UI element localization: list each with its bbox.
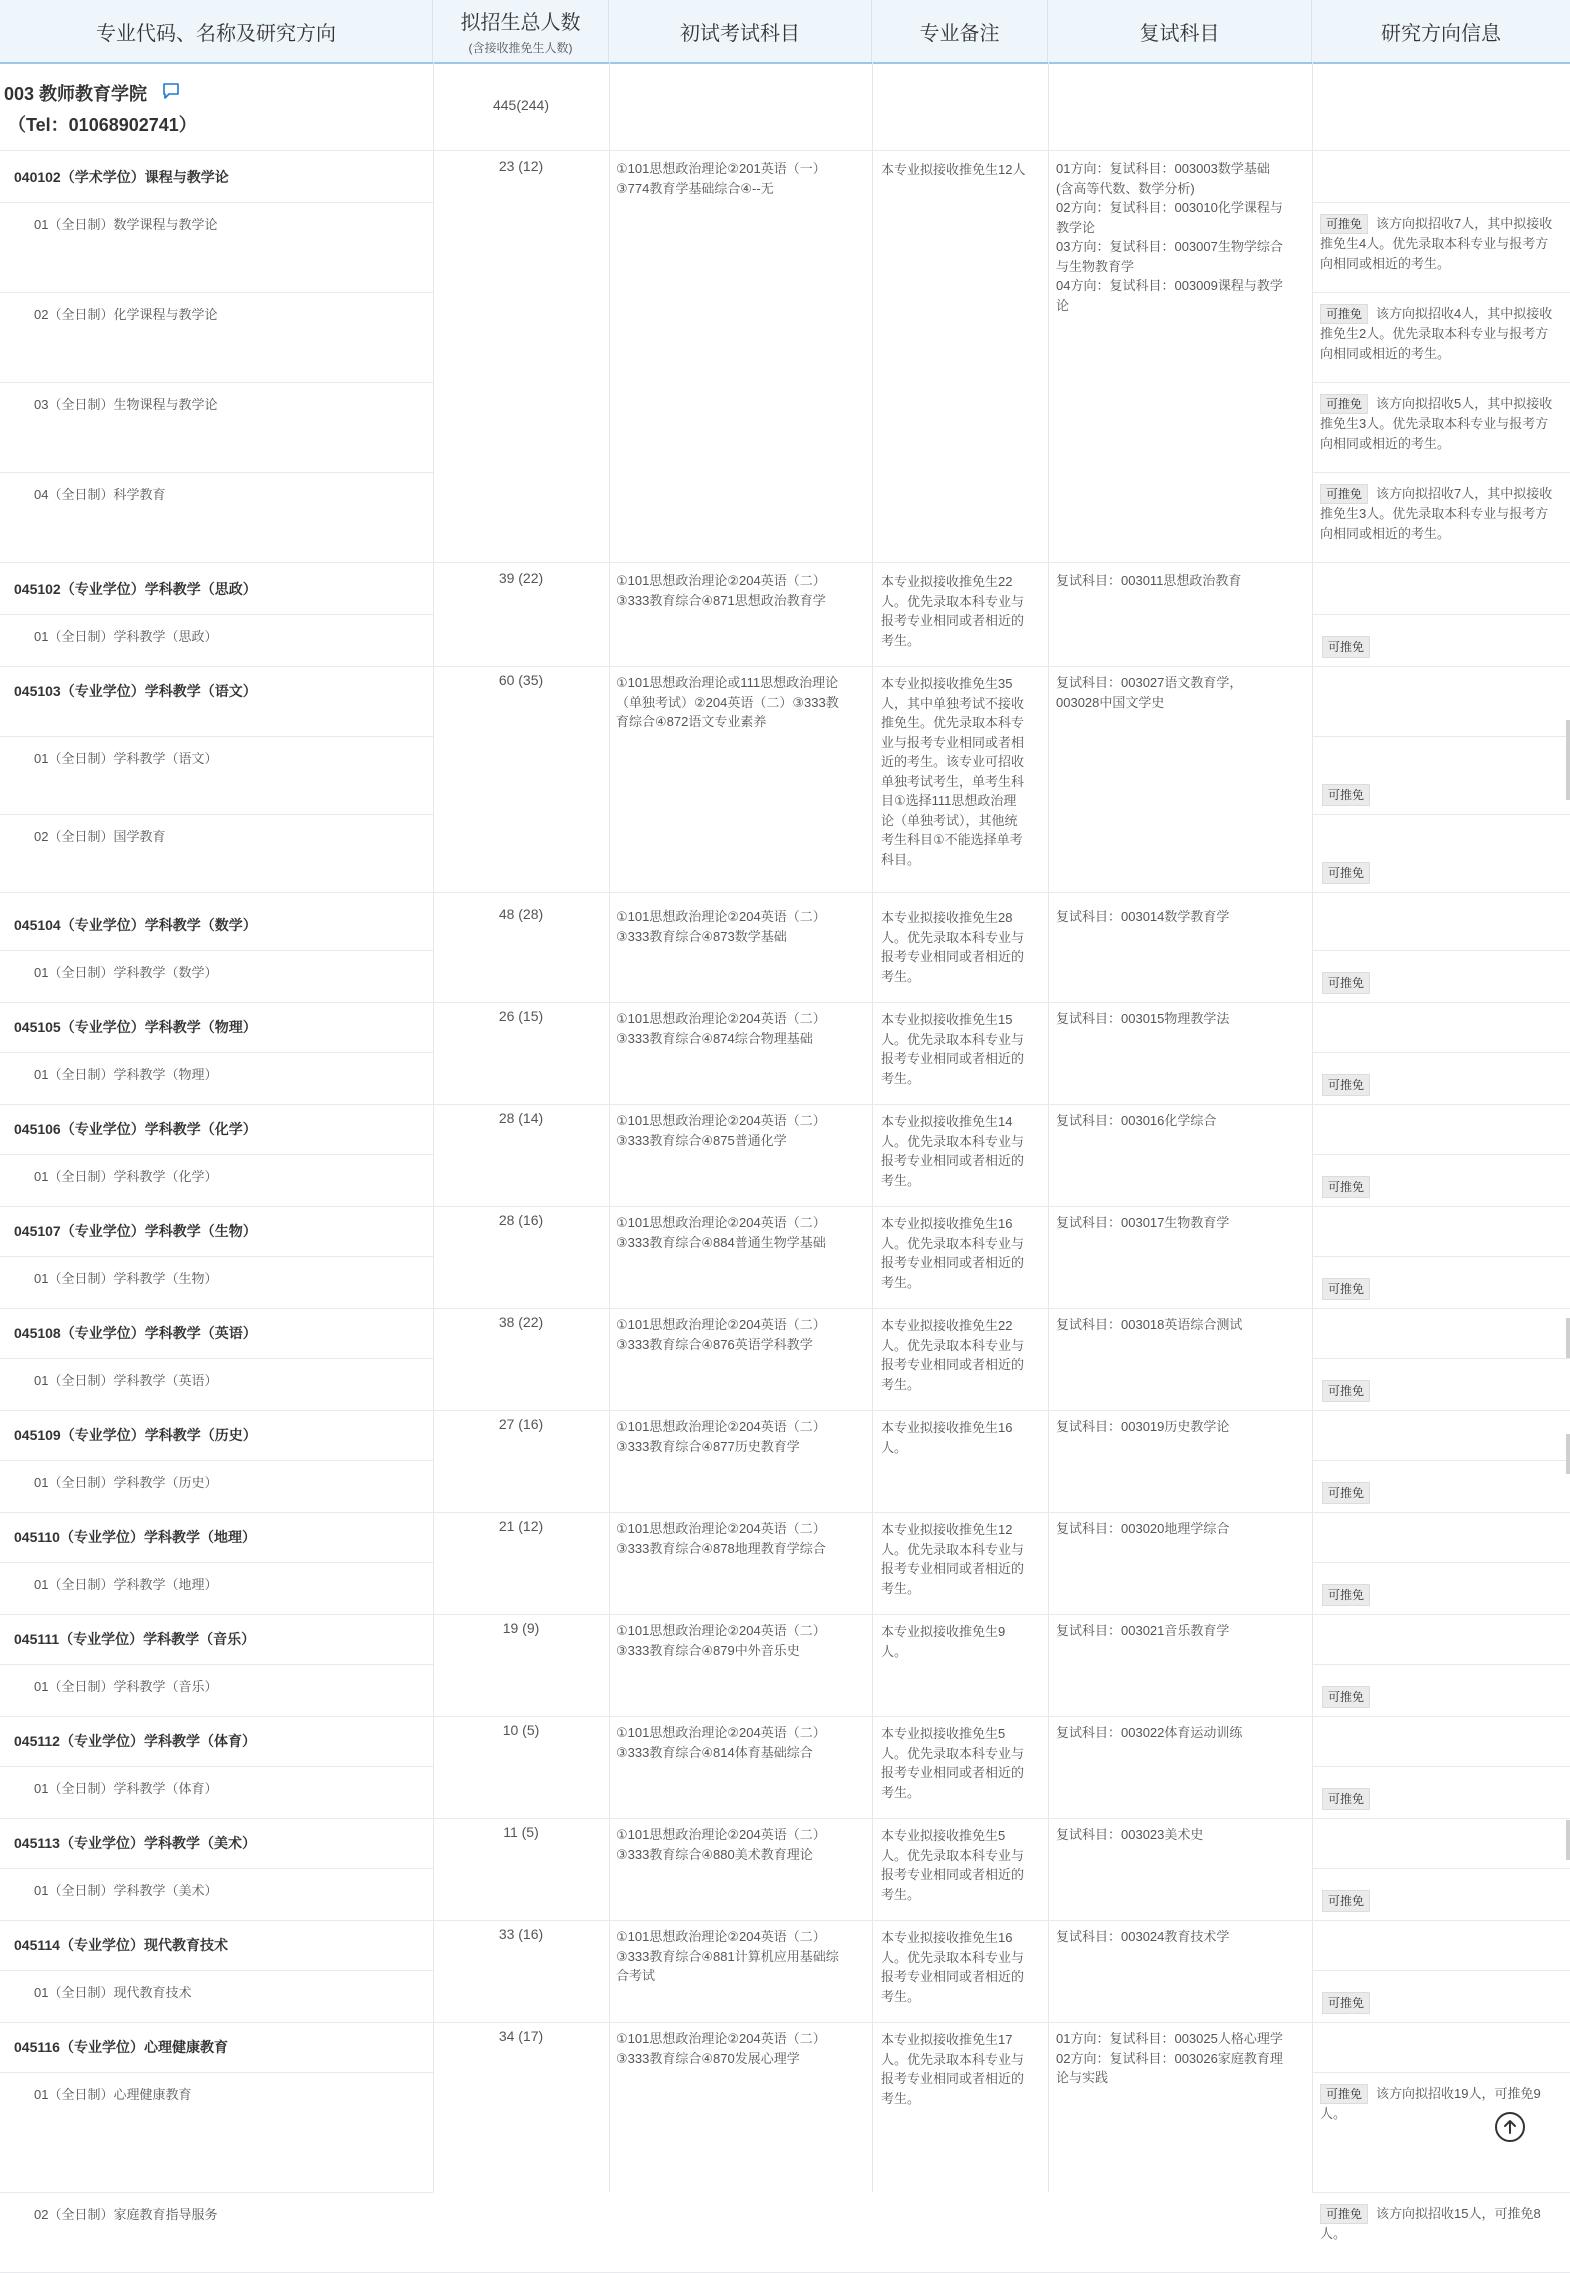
retest-subjects: 003028中国文学史 — [1056, 694, 1165, 710]
exam-subjects: ③333教育综合④879中外音乐史 — [616, 1642, 800, 1658]
direction-name: 01（全日制）学科教学（体育） — [34, 1781, 218, 1796]
major-note: 单独考试考生，单考生科 — [881, 773, 1025, 789]
recommend-exempt-badge: 可推免 — [1322, 1686, 1370, 1708]
direction-name: 02（全日制）家庭教育指导服务 — [34, 2207, 218, 2222]
row-divider — [0, 150, 1570, 151]
major-name: 045113（专业学位）学科教学（美术） — [14, 1835, 256, 1851]
direction-info-text: 向相同或相近的考生。 — [1320, 436, 1451, 451]
major-note: 考生。 — [881, 1580, 921, 1596]
recommend-exempt-badge: 可推免 — [1320, 484, 1368, 504]
recommend-exempt-badge: 可推免 — [1322, 1482, 1370, 1504]
header-note: 专业备注 — [872, 0, 1048, 62]
recommend-exempt-badge: 可推免 — [1322, 972, 1370, 994]
row-divider — [1312, 1358, 1570, 1359]
major-count: 33 (16) — [498, 1926, 544, 1942]
major-note: 人。 — [881, 1439, 908, 1455]
row-divider — [0, 472, 433, 473]
major-note: 考生。 — [881, 632, 921, 648]
major-name: 045107（专业学位）学科教学（生物） — [14, 1223, 257, 1239]
row-divider — [0, 1766, 433, 1767]
exam-subjects: 育综合④872语文专业素养 — [616, 714, 767, 729]
row-divider — [0, 1052, 433, 1053]
retest-subjects: 02方向：复试科目：003010化学课程与 — [1056, 200, 1283, 215]
direction-info-text: 人。 — [1320, 2226, 1347, 2241]
scrollbar-fragment — [1566, 760, 1570, 800]
major-count: 38 (22) — [498, 1314, 544, 1330]
direction-name: 01（全日制）学科教学（美术） — [34, 1883, 218, 1898]
row-divider — [0, 1206, 1570, 1207]
recommend-exempt-badge: 可推免 — [1322, 636, 1370, 658]
direction-info-text: 推免生3人。优先录取本科专业与报考方 — [1320, 506, 1549, 521]
direction-info — [1320, 2204, 1570, 2244]
retest-subjects: 复试科目：003027语文教育学， — [1056, 675, 1243, 690]
major-count: 39 (22) — [498, 570, 544, 586]
recommend-exempt-badge: 可推免 — [1320, 394, 1368, 414]
row-divider — [0, 1256, 433, 1257]
direction-info-text: 该方向拟招收4人，其中拟接收 — [1376, 306, 1553, 321]
header-exam: 初试考试科目 — [609, 0, 872, 62]
exam-subjects: ①101思想政治理论②204英语（二） — [616, 573, 826, 588]
major-note: 本专业拟接收推免生14 — [881, 1114, 1013, 1129]
message-icon[interactable] — [162, 82, 180, 100]
major-name: 045102（专业学位）学科教学（思政） — [14, 581, 257, 597]
major-note: 报考专业相同或者相近的 — [881, 1051, 1025, 1066]
recommend-exempt-badge: 可推免 — [1320, 2084, 1368, 2104]
retest-subjects: 与生物教育学 — [1056, 258, 1135, 274]
recommend-exempt-badge: 可推免 — [1320, 2204, 1368, 2224]
row-divider — [0, 1154, 433, 1155]
row-divider — [1312, 1460, 1570, 1461]
direction-name: 01（全日制）现代教育技术 — [34, 1985, 192, 2000]
major-note: 考生。 — [881, 2090, 921, 2106]
retest-subjects: 复试科目：003020地理学综合 — [1056, 1521, 1230, 1536]
major-note: 考生。 — [881, 1376, 921, 1392]
major-name: 045108（专业学位）学科教学（英语） — [14, 1325, 257, 1341]
major-note: 人。 — [881, 1643, 908, 1659]
column-divider — [609, 62, 610, 2192]
row-divider — [1312, 2192, 1570, 2193]
row-divider — [1312, 614, 1570, 615]
major-note: 科目。 — [881, 851, 921, 867]
exam-subjects: ③333教育综合④871思想政治教育学 — [616, 592, 826, 608]
row-divider — [1312, 736, 1570, 737]
major-name: 045103（专业学位）学科教学（语文） — [14, 683, 257, 699]
retest-subjects: 复试科目：003024教育技术学 — [1056, 1929, 1230, 1944]
column-divider — [433, 62, 434, 2192]
major-name: 040102（学术学位）课程与教学论 — [14, 169, 229, 185]
major-note: 考生。 — [881, 1070, 921, 1086]
major-note: 近的考生。该专业可招收 — [881, 754, 1025, 769]
exam-subjects: ③333教育综合④880美术教育理论 — [616, 1846, 813, 1862]
scrollbar-fragment — [1566, 1820, 1570, 1860]
major-note: 本专业拟接收推免生22 — [881, 1318, 1013, 1333]
row-divider — [1312, 1970, 1570, 1971]
retest-subjects: 论 — [1056, 297, 1070, 313]
row-divider — [0, 1358, 433, 1359]
exam-subjects: 合考试 — [616, 1968, 656, 1983]
direction-name: 01（全日制）学科教学（思政） — [34, 629, 218, 644]
row-divider — [0, 1002, 1570, 1003]
major-note: 报考专业相同或者相近的 — [881, 2071, 1025, 2086]
major-note: 人。优先录取本科专业与 — [881, 1031, 1025, 1047]
row-divider — [0, 736, 433, 737]
row-divider — [0, 292, 433, 293]
row-divider — [0, 1512, 1570, 1513]
major-note: 本专业拟接收推免生16 — [881, 1420, 1013, 1435]
exam-subjects: ③333教育综合④877历史教育学 — [616, 1438, 800, 1454]
row-divider — [0, 2022, 1570, 2023]
exam-subjects: ③333教育综合④876英语学科教学 — [616, 1336, 813, 1352]
recommend-exempt-badge: 可推免 — [1322, 1788, 1370, 1810]
direction-info-text: 该方向拟招收19人，可推免9 — [1376, 2086, 1541, 2101]
direction-name: 02（全日制）化学课程与教学论 — [34, 307, 218, 322]
scrollbar-fragment — [1566, 1318, 1570, 1358]
major-count: 11 (5) — [503, 1824, 539, 1840]
column-divider — [872, 62, 873, 2192]
major-note: 人。优先录取本科专业与 — [881, 1949, 1025, 1965]
exam-subjects: ①101思想政治理论②201英语（一） — [616, 161, 826, 176]
major-note: 考生。 — [881, 1886, 921, 1902]
row-divider — [1312, 1562, 1570, 1563]
major-note: 考生。 — [881, 968, 921, 984]
direction-name: 04（全日制）科学教育 — [34, 487, 166, 502]
row-divider — [1312, 950, 1570, 951]
exam-subjects: ①101思想政治理论②204英语（二） — [616, 1011, 826, 1026]
retest-subjects: 复试科目：003022体育运动训练 — [1056, 1725, 1243, 1740]
exam-subjects: ③333教育综合④874综合物理基础 — [616, 1030, 813, 1046]
major-name: 045111（专业学位）学科教学（音乐） — [14, 1631, 256, 1647]
retest-subjects: 03方向：复试科目：003007生物学综合 — [1056, 239, 1283, 254]
direction-name: 01（全日制）学科教学（语文） — [34, 751, 218, 766]
major-note: 本专业拟接收推免生22 — [881, 574, 1013, 589]
row-divider — [0, 892, 1570, 893]
retest-subjects: 04方向：复试科目：003009课程与教学 — [1056, 278, 1283, 293]
direction-info — [1320, 394, 1570, 454]
row-divider — [1312, 292, 1570, 293]
row-divider — [0, 382, 433, 383]
major-count: 10 (5) — [502, 1722, 540, 1738]
retest-subjects: 论与实践 — [1056, 2070, 1109, 2085]
row-divider — [1312, 814, 1570, 815]
direction-info-text: 推免生4人。优先录取本科专业与报考方 — [1320, 236, 1549, 251]
retest-subjects: 复试科目：003019历史教学论 — [1056, 1419, 1230, 1434]
major-count: 28 (14) — [498, 1110, 544, 1126]
major-name: 045109（专业学位）学科教学（历史） — [14, 1427, 257, 1443]
major-count: 28 (16) — [498, 1212, 544, 1228]
retest-subjects: (含高等代数、数学分析) — [1056, 180, 1195, 196]
major-note: 报考专业相同或者相近的 — [881, 1255, 1025, 1270]
direction-name: 01（全日制）学科教学（音乐） — [34, 1679, 218, 1694]
exam-subjects: ①101思想政治理论②204英语（二） — [616, 1623, 826, 1638]
major-note: 本专业拟接收推免生15 — [881, 1012, 1013, 1027]
direction-info-text: 向相同或相近的考生。 — [1320, 346, 1451, 361]
major-count: 60 (35) — [498, 672, 544, 688]
retest-subjects: 02方向：复试科目：003026家庭教育理 — [1056, 2050, 1283, 2066]
scrollbar-fragment — [1566, 1434, 1570, 1474]
direction-name: 01（全日制）学科教学（英语） — [34, 1373, 218, 1388]
retest-subjects: 01方向：复试科目：003025人格心理学 — [1056, 2031, 1283, 2046]
exam-subjects: ③333教育综合④884普通生物学基础 — [616, 1234, 826, 1250]
major-count: 27 (16) — [498, 1416, 544, 1432]
recommend-exempt-badge: 可推免 — [1320, 304, 1368, 324]
header-retest: 复试科目 — [1048, 0, 1312, 62]
exam-subjects: ①101思想政治理论②204英语（二） — [616, 1215, 826, 1230]
table-header — [0, 0, 1570, 64]
direction-info-text: 该方向拟招收7人，其中拟接收 — [1376, 486, 1553, 501]
major-note: 论（单独考试），其他统 — [881, 812, 1018, 828]
retest-subjects: 复试科目：003014数学教育学 — [1056, 909, 1230, 924]
major-note: 本专业拟接收推免生28 — [881, 910, 1013, 925]
direction-info-text: 推免生2人。优先录取本科专业与报考方 — [1320, 326, 1549, 341]
row-divider — [1312, 1766, 1570, 1767]
retest-subjects: 复试科目：003018英语综合测试 — [1056, 1317, 1243, 1332]
direction-name: 02（全日制）国学教育 — [34, 829, 166, 844]
major-count: 26 (15) — [498, 1008, 544, 1024]
row-divider — [0, 1716, 1570, 1717]
column-divider — [1048, 62, 1049, 2192]
recommend-exempt-badge: 可推免 — [1322, 1992, 1370, 2014]
header-direction-info: 研究方向信息 — [1381, 22, 1501, 45]
direction-name: 01（全日制）心理健康教育 — [34, 2087, 192, 2102]
major-note: 报考专业相同或者相近的 — [881, 949, 1025, 964]
school-tel: （Tel：01068902741） — [8, 115, 197, 135]
major-note: 报考专业相同或者相近的 — [881, 613, 1025, 628]
major-note: 本专业拟接收推免生16 — [881, 1216, 1013, 1231]
major-count: 19 (9) — [502, 1620, 540, 1636]
direction-name: 01（全日制）数学课程与教学论 — [34, 217, 218, 232]
row-divider — [0, 2072, 433, 2073]
major-note: 考生。 — [881, 1784, 921, 1800]
major-note: 人，其中单独考试不接收 — [881, 695, 1025, 711]
major-note: 本专业拟接收推免生5 — [881, 1828, 1006, 1843]
exam-subjects: ①101思想政治理论②204英语（二） — [616, 1521, 826, 1536]
direction-info-text: 人。 — [1320, 2106, 1347, 2121]
major-note: 报考专业相同或者相近的 — [881, 1561, 1025, 1576]
row-divider — [1312, 1256, 1570, 1257]
major-note: 目①选择111思想政治理 — [881, 793, 1017, 808]
major-count: 48 (28) — [498, 906, 544, 922]
direction-info-text: 推免生3人。优先录取本科专业与报考方 — [1320, 416, 1549, 431]
direction-name: 01（全日制）学科教学（化学） — [34, 1169, 218, 1184]
exam-subjects: ①101思想政治理论②204英语（二） — [616, 1929, 826, 1944]
direction-info — [1320, 304, 1570, 364]
direction-name: 01（全日制）学科教学（地理） — [34, 1577, 218, 1592]
row-divider — [1312, 382, 1570, 383]
major-name: 045110（专业学位）学科教学（地理） — [14, 1529, 256, 1545]
major-note: 报考专业相同或者相近的 — [881, 1357, 1025, 1372]
retest-subjects: 复试科目：003011思想政治教育 — [1056, 573, 1242, 588]
exam-subjects: ③333教育综合④881计算机应用基础综 — [616, 1948, 839, 1964]
major-note: 本专业拟接收推免生9 — [881, 1624, 1006, 1639]
major-note: 人。优先录取本科专业与 — [881, 2051, 1025, 2067]
major-note: 人。优先录取本科专业与 — [881, 593, 1025, 609]
row-divider — [0, 666, 1570, 667]
major-note: 考生科目①不能选择单考 — [881, 832, 1023, 847]
exam-subjects: ①101思想政治理论②204英语（二） — [616, 2031, 826, 2046]
exam-subjects: ③774教育学基础综合④--无 — [616, 180, 774, 196]
direction-info-text: 该方向拟招收5人，其中拟接收 — [1376, 396, 1553, 411]
direction-name: 01（全日制）学科教学（数学） — [34, 965, 218, 980]
row-divider — [0, 1818, 1570, 1819]
row-divider — [0, 1562, 433, 1563]
row-divider — [1312, 202, 1570, 203]
row-divider — [0, 1920, 1570, 1921]
retest-subjects: 复试科目：003016化学综合 — [1056, 1113, 1217, 1128]
row-divider — [0, 1410, 1570, 1411]
direction-info-text: 该方向拟招收7人，其中拟接收 — [1376, 216, 1553, 231]
major-note: 本专业拟接收推免生16 — [881, 1930, 1013, 1945]
retest-subjects: 教学论 — [1056, 219, 1096, 235]
exam-subjects: ①101思想政治理论或111思想政治理论 — [616, 675, 839, 690]
exam-subjects: ①101思想政治理论②204英语（二） — [616, 1113, 826, 1128]
row-divider — [0, 950, 433, 951]
exam-subjects: ③333教育综合④875普通化学 — [616, 1132, 787, 1148]
major-note: 报考专业相同或者相近的 — [881, 1765, 1025, 1780]
direction-info-text: 该方向拟招收15人，可推免8 — [1376, 2206, 1541, 2221]
school-name: 003 教师教育学院 — [4, 84, 148, 104]
retest-subjects: 01方向：复试科目：003003数学基础 — [1056, 161, 1270, 176]
major-note: 人。优先录取本科专业与 — [881, 1133, 1025, 1149]
recommend-exempt-badge: 可推免 — [1322, 1176, 1370, 1198]
recommend-exempt-badge: 可推免 — [1322, 784, 1370, 806]
recommend-exempt-badge: 可推免 — [1322, 1380, 1370, 1402]
school-count: 445(244) — [492, 97, 550, 113]
direction-name: 01（全日制）学科教学（历史） — [34, 1475, 218, 1490]
major-count: 34 (17) — [498, 2028, 544, 2044]
header-count: 拟招生总人数 (含接收推免生人数) — [433, 0, 609, 62]
retest-subjects: 复试科目：003017生物教育学 — [1056, 1215, 1230, 1230]
row-divider — [0, 1868, 433, 1869]
recommend-exempt-badge: 可推免 — [1322, 1584, 1370, 1606]
row-divider — [0, 1664, 433, 1665]
major-note: 报考专业相同或者相近的 — [881, 1867, 1025, 1882]
exam-subjects: ③333教育综合④814体育基础综合 — [616, 1744, 813, 1760]
row-divider — [0, 2192, 433, 2193]
major-note: 本专业拟接收推免生5 — [881, 1726, 1006, 1741]
exam-subjects: ①101思想政治理论②204英语（二） — [616, 1827, 826, 1842]
major-note: 人。优先录取本科专业与 — [881, 1337, 1025, 1353]
major-note: 人。优先录取本科专业与 — [881, 1541, 1025, 1557]
row-divider — [0, 1460, 433, 1461]
recommend-exempt-badge: 可推免 — [1322, 1890, 1370, 1912]
major-note: 报考专业相同或者相近的 — [881, 1153, 1025, 1168]
direction-info-text: 向相同或相近的考生。 — [1320, 256, 1451, 271]
exam-subjects: ①101思想政治理论②204英语（二） — [616, 909, 826, 924]
major-name: 045104（专业学位）学科教学（数学） — [14, 917, 257, 933]
major-note: 本专业拟接收推免生12人 — [881, 162, 1026, 177]
recommend-exempt-badge: 可推免 — [1320, 214, 1368, 234]
exam-subjects: ①101思想政治理论②204英语（二） — [616, 1725, 826, 1740]
row-divider — [0, 1970, 433, 1971]
major-name: 045105（专业学位）学科教学（物理） — [14, 1019, 257, 1035]
recommend-exempt-badge: 可推免 — [1322, 862, 1370, 884]
row-divider — [0, 1308, 1570, 1309]
major-name: 045112（专业学位）学科教学（体育） — [14, 1733, 256, 1749]
exam-subjects: ③333教育综合④878地理教育学综合 — [616, 1540, 826, 1556]
major-note: 推免生。优先录取本科专 — [881, 715, 1025, 730]
direction-info-text: 向相同或相近的考生。 — [1320, 526, 1451, 541]
row-divider — [1312, 1052, 1570, 1053]
major-note: 本专业拟接收推免生35 — [881, 676, 1013, 691]
row-divider — [1312, 1154, 1570, 1155]
row-divider — [1312, 1868, 1570, 1869]
major-note: 考生。 — [881, 1172, 921, 1188]
major-note: 报考专业相同或者相近的 — [881, 1969, 1025, 1984]
major-name: 045114（专业学位）现代教育技术 — [14, 1937, 228, 1953]
exam-subjects: ③333教育综合④873数学基础 — [616, 928, 787, 944]
major-note: 本专业拟接收推免生17 — [881, 2032, 1013, 2047]
row-divider — [0, 562, 1570, 563]
row-divider — [0, 1104, 1570, 1105]
major-count: 21 (12) — [498, 1518, 544, 1534]
major-note: 人。优先录取本科专业与 — [881, 1745, 1025, 1761]
direction-info — [1320, 214, 1570, 274]
direction-name: 03（全日制）生物课程与教学论 — [34, 397, 218, 412]
major-name: 045106（专业学位）学科教学（化学） — [14, 1121, 257, 1137]
exam-subjects: ①101思想政治理论②204英语（二） — [616, 1317, 826, 1332]
retest-subjects: 复试科目：003021音乐教育学 — [1056, 1623, 1230, 1638]
direction-info — [1320, 484, 1570, 544]
recommend-exempt-badge: 可推免 — [1322, 1074, 1370, 1096]
row-divider — [0, 1614, 1570, 1615]
row-divider — [0, 614, 433, 615]
major-note: 业与报考专业相同或者相 — [881, 734, 1025, 750]
exam-subjects: ③333教育综合④870发展心理学 — [616, 2050, 800, 2066]
major-note: 人。优先录取本科专业与 — [881, 1235, 1025, 1251]
row-divider — [1312, 2072, 1570, 2073]
exam-subjects: （单独考试）②204英语（二）③333教 — [616, 694, 839, 710]
recommend-exempt-badge: 可推免 — [1322, 1278, 1370, 1300]
retest-subjects: 复试科目：003023美术史 — [1056, 1827, 1204, 1842]
direction-name: 01（全日制）学科教学（生物） — [34, 1271, 218, 1286]
major-name: 045116（专业学位）心理健康教育 — [14, 2039, 228, 2055]
direction-name: 01（全日制）学科教学（物理） — [34, 1067, 218, 1082]
row-divider — [1312, 472, 1570, 473]
major-note: 人。优先录取本科专业与 — [881, 1847, 1025, 1863]
major-count: 23 (12) — [498, 158, 544, 174]
major-note: 考生。 — [881, 1988, 921, 2004]
major-note: 考生。 — [881, 1274, 921, 1290]
major-note: 本专业拟接收推免生12 — [881, 1522, 1013, 1537]
exam-subjects: ①101思想政治理论②204英语（二） — [616, 1419, 826, 1434]
direction-info — [1320, 2084, 1570, 2124]
scrollbar-fragment — [1566, 720, 1570, 760]
retest-subjects: 复试科目：003015物理教学法 — [1056, 1011, 1230, 1026]
row-divider — [0, 202, 433, 203]
major-note: 人。优先录取本科专业与 — [881, 929, 1025, 945]
row-divider — [0, 814, 433, 815]
row-divider — [1312, 1664, 1570, 1665]
header-major: 专业代码、名称及研究方向 — [0, 0, 433, 62]
